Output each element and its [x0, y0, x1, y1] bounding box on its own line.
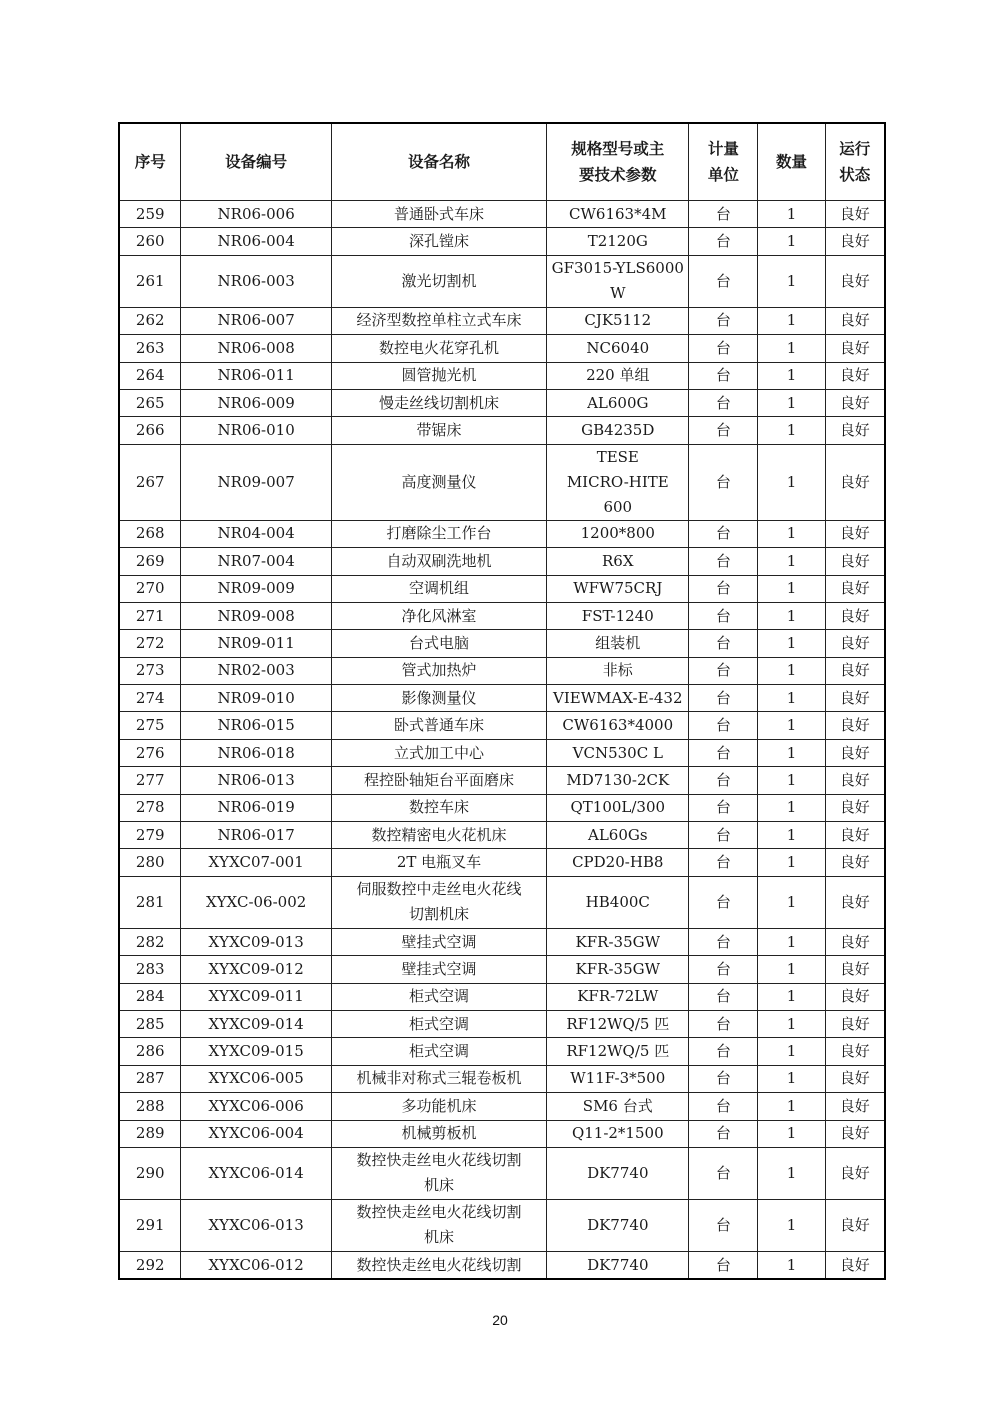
table-row: [119, 1199, 885, 1251]
cell-spec-model: QT100L/300: [547, 794, 689, 821]
cell-equipment-name: 数控快走丝电火花线切割: [331, 1251, 546, 1279]
cell-unit: 台: [689, 849, 758, 876]
cell-serial: 269: [119, 548, 181, 575]
cell-unit: 台: [689, 1010, 758, 1037]
cell-status: 良好: [825, 1120, 885, 1147]
cell-quantity: 1: [758, 1120, 825, 1147]
cell-unit: 台: [689, 201, 758, 228]
cell-serial: 282: [119, 928, 181, 955]
header-spec-model: 规格型号或主 要技术参数: [547, 123, 689, 201]
table-row: [119, 822, 885, 849]
cell-serial: 270: [119, 575, 181, 602]
cell-status: 良好: [825, 602, 885, 629]
cell-serial: 279: [119, 822, 181, 849]
table-row: [119, 362, 885, 389]
cell-status: 良好: [825, 335, 885, 362]
cell-unit: 台: [689, 1065, 758, 1092]
table-row: [119, 983, 885, 1010]
cell-equipment-name: 壁挂式空调: [331, 956, 546, 983]
cell-serial: 259: [119, 201, 181, 228]
cell-equipment-name: 自动双刷洗地机: [331, 548, 546, 575]
cell-serial: 272: [119, 630, 181, 657]
cell-serial: 291: [119, 1199, 181, 1251]
cell-status: 良好: [825, 685, 885, 712]
cell-spec-model: DK7740: [547, 1199, 689, 1251]
cell-status: 良好: [825, 1093, 885, 1120]
cell-unit: 台: [689, 1147, 758, 1199]
cell-serial: 285: [119, 1010, 181, 1037]
cell-equipment-code: NR09-010: [181, 685, 331, 712]
cell-spec-model: KFR-35GW: [547, 928, 689, 955]
cell-equipment-code: NR06-007: [181, 307, 331, 334]
cell-status: 良好: [825, 794, 885, 821]
cell-equipment-name: 数控电火花穿孔机: [331, 335, 546, 362]
cell-serial: 278: [119, 794, 181, 821]
cell-serial: 260: [119, 228, 181, 255]
cell-equipment-name: 深孔镗床: [331, 228, 546, 255]
cell-spec-model: DK7740: [547, 1251, 689, 1279]
cell-spec-model: W11F-3*500: [547, 1065, 689, 1092]
cell-equipment-name: 数控精密电火花机床: [331, 822, 546, 849]
cell-unit: 台: [689, 983, 758, 1010]
cell-spec-model: GF3015-YLS6000 W: [547, 255, 689, 307]
cell-quantity: 1: [758, 228, 825, 255]
cell-unit: 台: [689, 685, 758, 712]
cell-serial: 266: [119, 417, 181, 444]
cell-spec-model: DK7740: [547, 1147, 689, 1199]
cell-serial: 283: [119, 956, 181, 983]
cell-unit: 台: [689, 307, 758, 334]
cell-status: 良好: [825, 928, 885, 955]
table-row: [119, 928, 885, 955]
cell-equipment-name: 柜式空调: [331, 1038, 546, 1065]
cell-quantity: 1: [758, 362, 825, 389]
cell-equipment-name: 台式电脑: [331, 630, 546, 657]
page-number: 20: [492, 1312, 508, 1328]
table-row: [119, 417, 885, 444]
table-row: [119, 1147, 885, 1199]
table-row: [119, 876, 885, 928]
cell-equipment-code: XYXC-06-002: [181, 876, 331, 928]
cell-serial: 261: [119, 255, 181, 307]
cell-equipment-code: XYXC06-012: [181, 1251, 331, 1279]
header-equipment-name: 设备名称: [331, 123, 546, 201]
cell-quantity: 1: [758, 1199, 825, 1251]
cell-equipment-code: NR06-019: [181, 794, 331, 821]
cell-spec-model: WFW75CRJ: [547, 575, 689, 602]
cell-equipment-code: NR09-008: [181, 602, 331, 629]
table-row: [119, 1065, 885, 1092]
cell-serial: 262: [119, 307, 181, 334]
cell-equipment-code: NR02-003: [181, 657, 331, 684]
table-row: [119, 1038, 885, 1065]
cell-equipment-name: 数控快走丝电火花线切割 机床: [331, 1147, 546, 1199]
cell-equipment-name: 高度测量仪: [331, 444, 546, 520]
cell-quantity: 1: [758, 307, 825, 334]
cell-quantity: 1: [758, 548, 825, 575]
cell-spec-model: TESE MICRO-HITE 600: [547, 444, 689, 520]
table-row: [119, 767, 885, 794]
cell-status: 良好: [825, 956, 885, 983]
cell-equipment-code: NR06-015: [181, 712, 331, 739]
cell-equipment-name: 立式加工中心: [331, 739, 546, 766]
cell-status: 良好: [825, 307, 885, 334]
cell-equipment-code: NR06-018: [181, 739, 331, 766]
cell-equipment-name: 带锯床: [331, 417, 546, 444]
cell-quantity: 1: [758, 1147, 825, 1199]
table-row: [119, 794, 885, 821]
cell-equipment-code: XYXC07-001: [181, 849, 331, 876]
cell-quantity: 1: [758, 1065, 825, 1092]
table-row: [119, 255, 885, 307]
cell-equipment-name: 影像测量仪: [331, 685, 546, 712]
equipment-table: [118, 122, 886, 1280]
cell-unit: 台: [689, 575, 758, 602]
cell-status: 良好: [825, 822, 885, 849]
table-row: [119, 712, 885, 739]
cell-serial: 267: [119, 444, 181, 520]
cell-serial: 281: [119, 876, 181, 928]
cell-equipment-name: 多功能机床: [331, 1093, 546, 1120]
cell-spec-model: RF12WQ/5 匹: [547, 1010, 689, 1037]
cell-equipment-code: NR06-017: [181, 822, 331, 849]
cell-spec-model: CW6163*4000: [547, 712, 689, 739]
cell-spec-model: GB4235D: [547, 417, 689, 444]
cell-equipment-name: 圆管抛光机: [331, 362, 546, 389]
cell-equipment-code: NR06-008: [181, 335, 331, 362]
cell-spec-model: 220 单组: [547, 362, 689, 389]
cell-status: 良好: [825, 876, 885, 928]
cell-quantity: 1: [758, 822, 825, 849]
cell-status: 良好: [825, 767, 885, 794]
cell-equipment-code: NR09-011: [181, 630, 331, 657]
table-row: [119, 1251, 885, 1279]
cell-status: 良好: [825, 983, 885, 1010]
cell-equipment-name: 柜式空调: [331, 1010, 546, 1037]
cell-status: 良好: [825, 712, 885, 739]
cell-serial: 263: [119, 335, 181, 362]
cell-spec-model: NC6040: [547, 335, 689, 362]
cell-equipment-code: NR06-004: [181, 228, 331, 255]
cell-unit: 台: [689, 362, 758, 389]
cell-equipment-name: 净化风淋室: [331, 602, 546, 629]
cell-status: 良好: [825, 417, 885, 444]
table-row: [119, 657, 885, 684]
table-row: [119, 228, 885, 255]
cell-spec-model: MD7130-2CK: [547, 767, 689, 794]
table-row: [119, 520, 885, 547]
cell-equipment-code: NR06-010: [181, 417, 331, 444]
cell-equipment-code: NR06-013: [181, 767, 331, 794]
cell-spec-model: AL600G: [547, 389, 689, 416]
cell-equipment-name: 数控车床: [331, 794, 546, 821]
cell-quantity: 1: [758, 1093, 825, 1120]
table-row: [119, 335, 885, 362]
cell-quantity: 1: [758, 389, 825, 416]
cell-spec-model: R6X: [547, 548, 689, 575]
cell-equipment-name: 打磨除尘工作台: [331, 520, 546, 547]
cell-spec-model: CPD20-HB8: [547, 849, 689, 876]
table-row: [119, 849, 885, 876]
cell-equipment-code: XYXC06-004: [181, 1120, 331, 1147]
cell-spec-model: T2120G: [547, 228, 689, 255]
cell-serial: 287: [119, 1065, 181, 1092]
header-equipment-code: 设备编号: [181, 123, 331, 201]
cell-equipment-name: 卧式普通车床: [331, 712, 546, 739]
cell-spec-model: 1200*800: [547, 520, 689, 547]
cell-unit: 台: [689, 1199, 758, 1251]
table-row: [119, 548, 885, 575]
cell-equipment-name: 伺服数控中走丝电火花线 切割机床: [331, 876, 546, 928]
cell-serial: 288: [119, 1093, 181, 1120]
cell-equipment-code: NR07-004: [181, 548, 331, 575]
cell-quantity: 1: [758, 712, 825, 739]
table-row: [119, 685, 885, 712]
cell-spec-model: Q11-2*1500: [547, 1120, 689, 1147]
cell-equipment-name: 壁挂式空调: [331, 928, 546, 955]
cell-quantity: 1: [758, 335, 825, 362]
cell-equipment-code: NR06-009: [181, 389, 331, 416]
cell-status: 良好: [825, 520, 885, 547]
cell-unit: 台: [689, 444, 758, 520]
cell-unit: 台: [689, 928, 758, 955]
cell-equipment-name: 数控快走丝电火花线切割 机床: [331, 1199, 546, 1251]
cell-status: 良好: [825, 849, 885, 876]
cell-status: 良好: [825, 1251, 885, 1279]
cell-status: 良好: [825, 739, 885, 766]
cell-equipment-code: NR09-009: [181, 575, 331, 602]
cell-status: 良好: [825, 630, 885, 657]
cell-unit: 台: [689, 956, 758, 983]
cell-equipment-code: XYXC09-014: [181, 1010, 331, 1037]
cell-equipment-code: XYXC09-013: [181, 928, 331, 955]
cell-serial: 290: [119, 1147, 181, 1199]
cell-equipment-code: NR09-007: [181, 444, 331, 520]
cell-quantity: 1: [758, 739, 825, 766]
table-row: [119, 739, 885, 766]
cell-quantity: 1: [758, 956, 825, 983]
cell-equipment-code: XYXC09-011: [181, 983, 331, 1010]
cell-unit: 台: [689, 602, 758, 629]
cell-equipment-name: 空调机组: [331, 575, 546, 602]
cell-serial: 284: [119, 983, 181, 1010]
cell-serial: 264: [119, 362, 181, 389]
cell-equipment-name: 柜式空调: [331, 983, 546, 1010]
table-row: [119, 307, 885, 334]
cell-unit: 台: [689, 712, 758, 739]
cell-unit: 台: [689, 794, 758, 821]
cell-status: 良好: [825, 1065, 885, 1092]
cell-quantity: 1: [758, 602, 825, 629]
table-row: [119, 575, 885, 602]
cell-spec-model: 非标: [547, 657, 689, 684]
cell-unit: 台: [689, 657, 758, 684]
cell-equipment-code: NR06-003: [181, 255, 331, 307]
cell-quantity: 1: [758, 575, 825, 602]
cell-quantity: 1: [758, 685, 825, 712]
cell-unit: 台: [689, 417, 758, 444]
header-serial: 序号: [119, 123, 181, 201]
cell-spec-model: FST-1240: [547, 602, 689, 629]
header-status: 运行 状态: [825, 123, 885, 201]
cell-quantity: 1: [758, 794, 825, 821]
cell-equipment-name: 经济型数控单柱立式车床: [331, 307, 546, 334]
cell-status: 良好: [825, 548, 885, 575]
cell-equipment-name: 机械剪板机: [331, 1120, 546, 1147]
cell-quantity: 1: [758, 255, 825, 307]
cell-serial: 268: [119, 520, 181, 547]
table-row: [119, 602, 885, 629]
table-body: [119, 201, 885, 1280]
cell-equipment-code: XYXC06-014: [181, 1147, 331, 1199]
cell-equipment-code: XYXC09-012: [181, 956, 331, 983]
cell-equipment-name: 管式加热炉: [331, 657, 546, 684]
cell-quantity: 1: [758, 444, 825, 520]
cell-equipment-code: XYXC06-006: [181, 1093, 331, 1120]
header-quantity: 数量: [758, 123, 825, 201]
cell-serial: 276: [119, 739, 181, 766]
cell-equipment-code: NR04-004: [181, 520, 331, 547]
cell-status: 良好: [825, 1199, 885, 1251]
cell-status: 良好: [825, 201, 885, 228]
cell-spec-model: CJK5112: [547, 307, 689, 334]
cell-quantity: 1: [758, 1010, 825, 1037]
cell-quantity: 1: [758, 520, 825, 547]
table-row: [119, 956, 885, 983]
cell-serial: 265: [119, 389, 181, 416]
table-row: [119, 444, 885, 520]
cell-serial: 274: [119, 685, 181, 712]
cell-status: 良好: [825, 575, 885, 602]
cell-serial: 275: [119, 712, 181, 739]
cell-unit: 台: [689, 228, 758, 255]
cell-serial: 271: [119, 602, 181, 629]
cell-quantity: 1: [758, 767, 825, 794]
cell-serial: 273: [119, 657, 181, 684]
cell-serial: 286: [119, 1038, 181, 1065]
cell-spec-model: 组装机: [547, 630, 689, 657]
cell-unit: 台: [689, 520, 758, 547]
cell-equipment-code: NR06-006: [181, 201, 331, 228]
cell-unit: 台: [689, 739, 758, 766]
cell-equipment-name: 普通卧式车床: [331, 201, 546, 228]
cell-unit: 台: [689, 1120, 758, 1147]
cell-equipment-code: XYXC09-015: [181, 1038, 331, 1065]
cell-unit: 台: [689, 335, 758, 362]
cell-spec-model: VIEWMAX-E-432: [547, 685, 689, 712]
cell-unit: 台: [689, 1038, 758, 1065]
cell-serial: 292: [119, 1251, 181, 1279]
header-unit: 计量 单位: [689, 123, 758, 201]
cell-unit: 台: [689, 876, 758, 928]
cell-unit: 台: [689, 389, 758, 416]
cell-spec-model: AL60Gs: [547, 822, 689, 849]
cell-quantity: 1: [758, 201, 825, 228]
cell-equipment-code: NR06-011: [181, 362, 331, 389]
table-row: [119, 1120, 885, 1147]
cell-status: 良好: [825, 1038, 885, 1065]
table-row: [119, 1093, 885, 1120]
cell-unit: 台: [689, 548, 758, 575]
cell-status: 良好: [825, 1147, 885, 1199]
cell-equipment-name: 机械非对称式三辊卷板机: [331, 1065, 546, 1092]
table-header-row: [119, 123, 885, 201]
table-row: [119, 389, 885, 416]
cell-status: 良好: [825, 228, 885, 255]
cell-spec-model: RF12WQ/5 匹: [547, 1038, 689, 1065]
cell-status: 良好: [825, 362, 885, 389]
cell-unit: 台: [689, 767, 758, 794]
cell-quantity: 1: [758, 1038, 825, 1065]
cell-spec-model: SM6 台式: [547, 1093, 689, 1120]
cell-quantity: 1: [758, 849, 825, 876]
cell-equipment-code: XYXC06-013: [181, 1199, 331, 1251]
table-row: [119, 201, 885, 228]
cell-equipment-name: 激光切割机: [331, 255, 546, 307]
cell-quantity: 1: [758, 417, 825, 444]
cell-unit: 台: [689, 630, 758, 657]
cell-equipment-name: 程控卧轴矩台平面磨床: [331, 767, 546, 794]
cell-unit: 台: [689, 1093, 758, 1120]
cell-status: 良好: [825, 1010, 885, 1037]
cell-equipment-name: 慢走丝线切割机床: [331, 389, 546, 416]
cell-unit: 台: [689, 255, 758, 307]
cell-quantity: 1: [758, 1251, 825, 1279]
cell-spec-model: VCN530C L: [547, 739, 689, 766]
cell-quantity: 1: [758, 630, 825, 657]
cell-equipment-name: 2T 电瓶叉车: [331, 849, 546, 876]
cell-serial: 289: [119, 1120, 181, 1147]
cell-status: 良好: [825, 444, 885, 520]
cell-equipment-code: XYXC06-005: [181, 1065, 331, 1092]
cell-unit: 台: [689, 1251, 758, 1279]
cell-status: 良好: [825, 657, 885, 684]
cell-serial: 280: [119, 849, 181, 876]
cell-spec-model: HB400C: [547, 876, 689, 928]
cell-quantity: 1: [758, 983, 825, 1010]
table-row: [119, 630, 885, 657]
cell-unit: 台: [689, 822, 758, 849]
cell-spec-model: KFR-72LW: [547, 983, 689, 1010]
cell-quantity: 1: [758, 876, 825, 928]
cell-quantity: 1: [758, 928, 825, 955]
cell-spec-model: KFR-35GW: [547, 956, 689, 983]
cell-status: 良好: [825, 255, 885, 307]
table-row: [119, 1010, 885, 1037]
cell-quantity: 1: [758, 657, 825, 684]
cell-spec-model: CW6163*4M: [547, 201, 689, 228]
cell-status: 良好: [825, 389, 885, 416]
cell-serial: 277: [119, 767, 181, 794]
